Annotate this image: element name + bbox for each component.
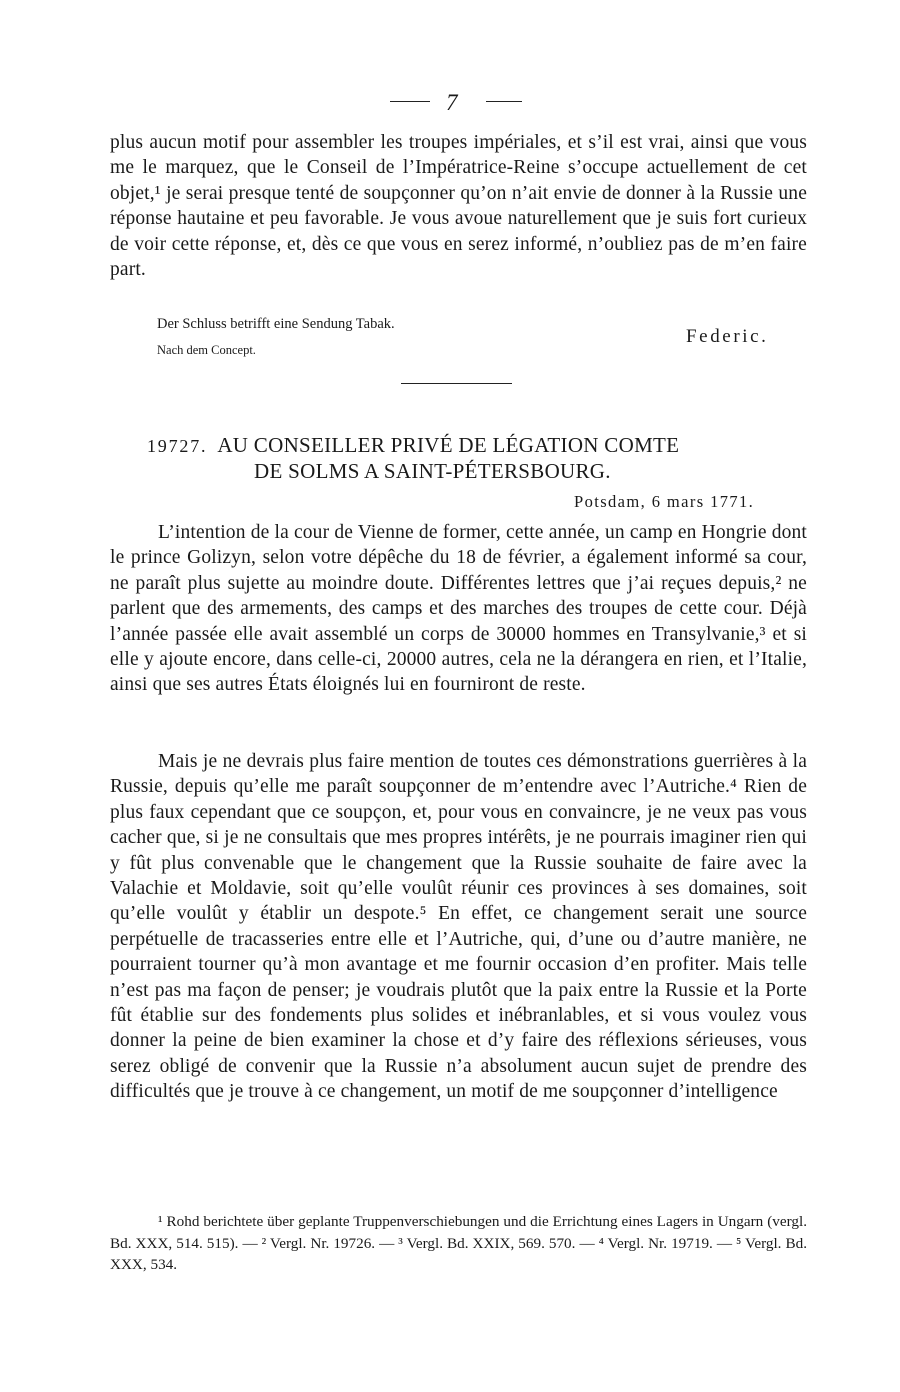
letter-heading [147,433,679,458]
letter-title-line2: DE SOLMS A SAINT-PÉTERSBOURG. [254,459,611,483]
page-header [0,90,900,114]
section-divider [401,383,512,384]
footnotes: ¹ Rohd berichtete über geplante Truppenverschiebungen und die Errichtung eines Lagers in Ungarn (vergl. Bd. XXX, 514. 515). — ² Vergl. Nr. 19726. — ³ Vergl. Bd. XXIX, 569. 570. — ⁴ Vergl. Nr. 19719. — ⁵ Vergl. Bd. XXX, 534. [110,1213,807,1273]
header-rule-left [390,101,430,102]
letter-number: 19727. [147,436,208,456]
header-rule-right [486,101,522,102]
dateline: Potsdam, 6 mars 1771. [574,492,755,511]
signature: Federic. [686,326,769,347]
page-number: 7 [446,90,458,115]
note-concept: Nach dem Concept. [157,343,256,357]
intro-paragraph: plus aucun motif pour assembler les troupes impériales, et s’il est vrai, ainsi que vous me le marquez, que le Conseil de l’Impératrice-Reine s’occupe actuellement de cet objet,¹ je serai presque tenté de soupçonner qu’on n’ait envie de donner à la Russie une réponse hautaine et peu favorable. Je vous avoue naturellement que je suis fort curieux de voir cette réponse, et, dès ce que vous en serez informé, n’oubliez pas de m’en faire part. [110,132,807,281]
letter-title-line1: AU CONSEILLER PRIVÉ DE LÉGATION COMTE [217,433,680,457]
body-paragraph-2: Mais je ne devrais plus faire mention de toutes ces démonstrations guerrières à la Russie, depuis qu’elle me paraît soupçonner de m’entendre avec l’Autriche.⁴ Rien de plus faux cependant que ce soupçon, et, pour vous en convaincre, je ne veux pas vous cacher que, si je ne consultais que mes propres intérêts, je ne pourrais imaginer rien qui y fût plus convenable que le changement que la Russie souhaite de faire avec la Valachie et Moldavie, soit qu’elle voulût réunir ces provinces à ses domaines, soit qu’elle voulût y établir un despote.⁵ En effet, ce changement serait une source perpétuelle de tracasseries entre elle et l’Autriche, qui, d’une ou d’autre manière, ne pourraient tourner qu’à mon avantage et me fournir occasion d’en profiter. Mais telle n’est pas ma façon de penser; je voudrais plutôt que la paix entre la Russie et la Porte fût établie sur des fondements plus solides et inébranlables, et si vous voulez vous donner la peine de bien examiner la chose et d’y faire des réflexions sérieuses, vous serez obligé de convenir que la Russie n’a absolument aucun sujet de prendre des difficultés que je trouve à ce changement, un motif de me soupçonner d’intelligence [110,751,807,1103]
body-paragraph-1: L’intention de la cour de Vienne de former, cette année, un camp en Hongrie dont le prince Golizyn, selon votre dépêche du 18 de février, a également informé sa cour, ne paraît plus sujette au moindre doute. Différentes lettres que j’ai reçues depuis,² ne parlent que des armements, des camps et des marches des troupes de cette cour. Déjà l’année passée elle avait assemblé un corps de 30000 hommes en Transylvanie,³ et si elle y ajoute encore, dans celle-ci, 20000 autres, cela ne la dérangera en rien, et l’Italie, ainsi que ses autres États éloignés lui en fourniront de reste. [110,522,807,696]
note-schluss: Der Schluss betrifft eine Sendung Tabak. [157,316,395,332]
